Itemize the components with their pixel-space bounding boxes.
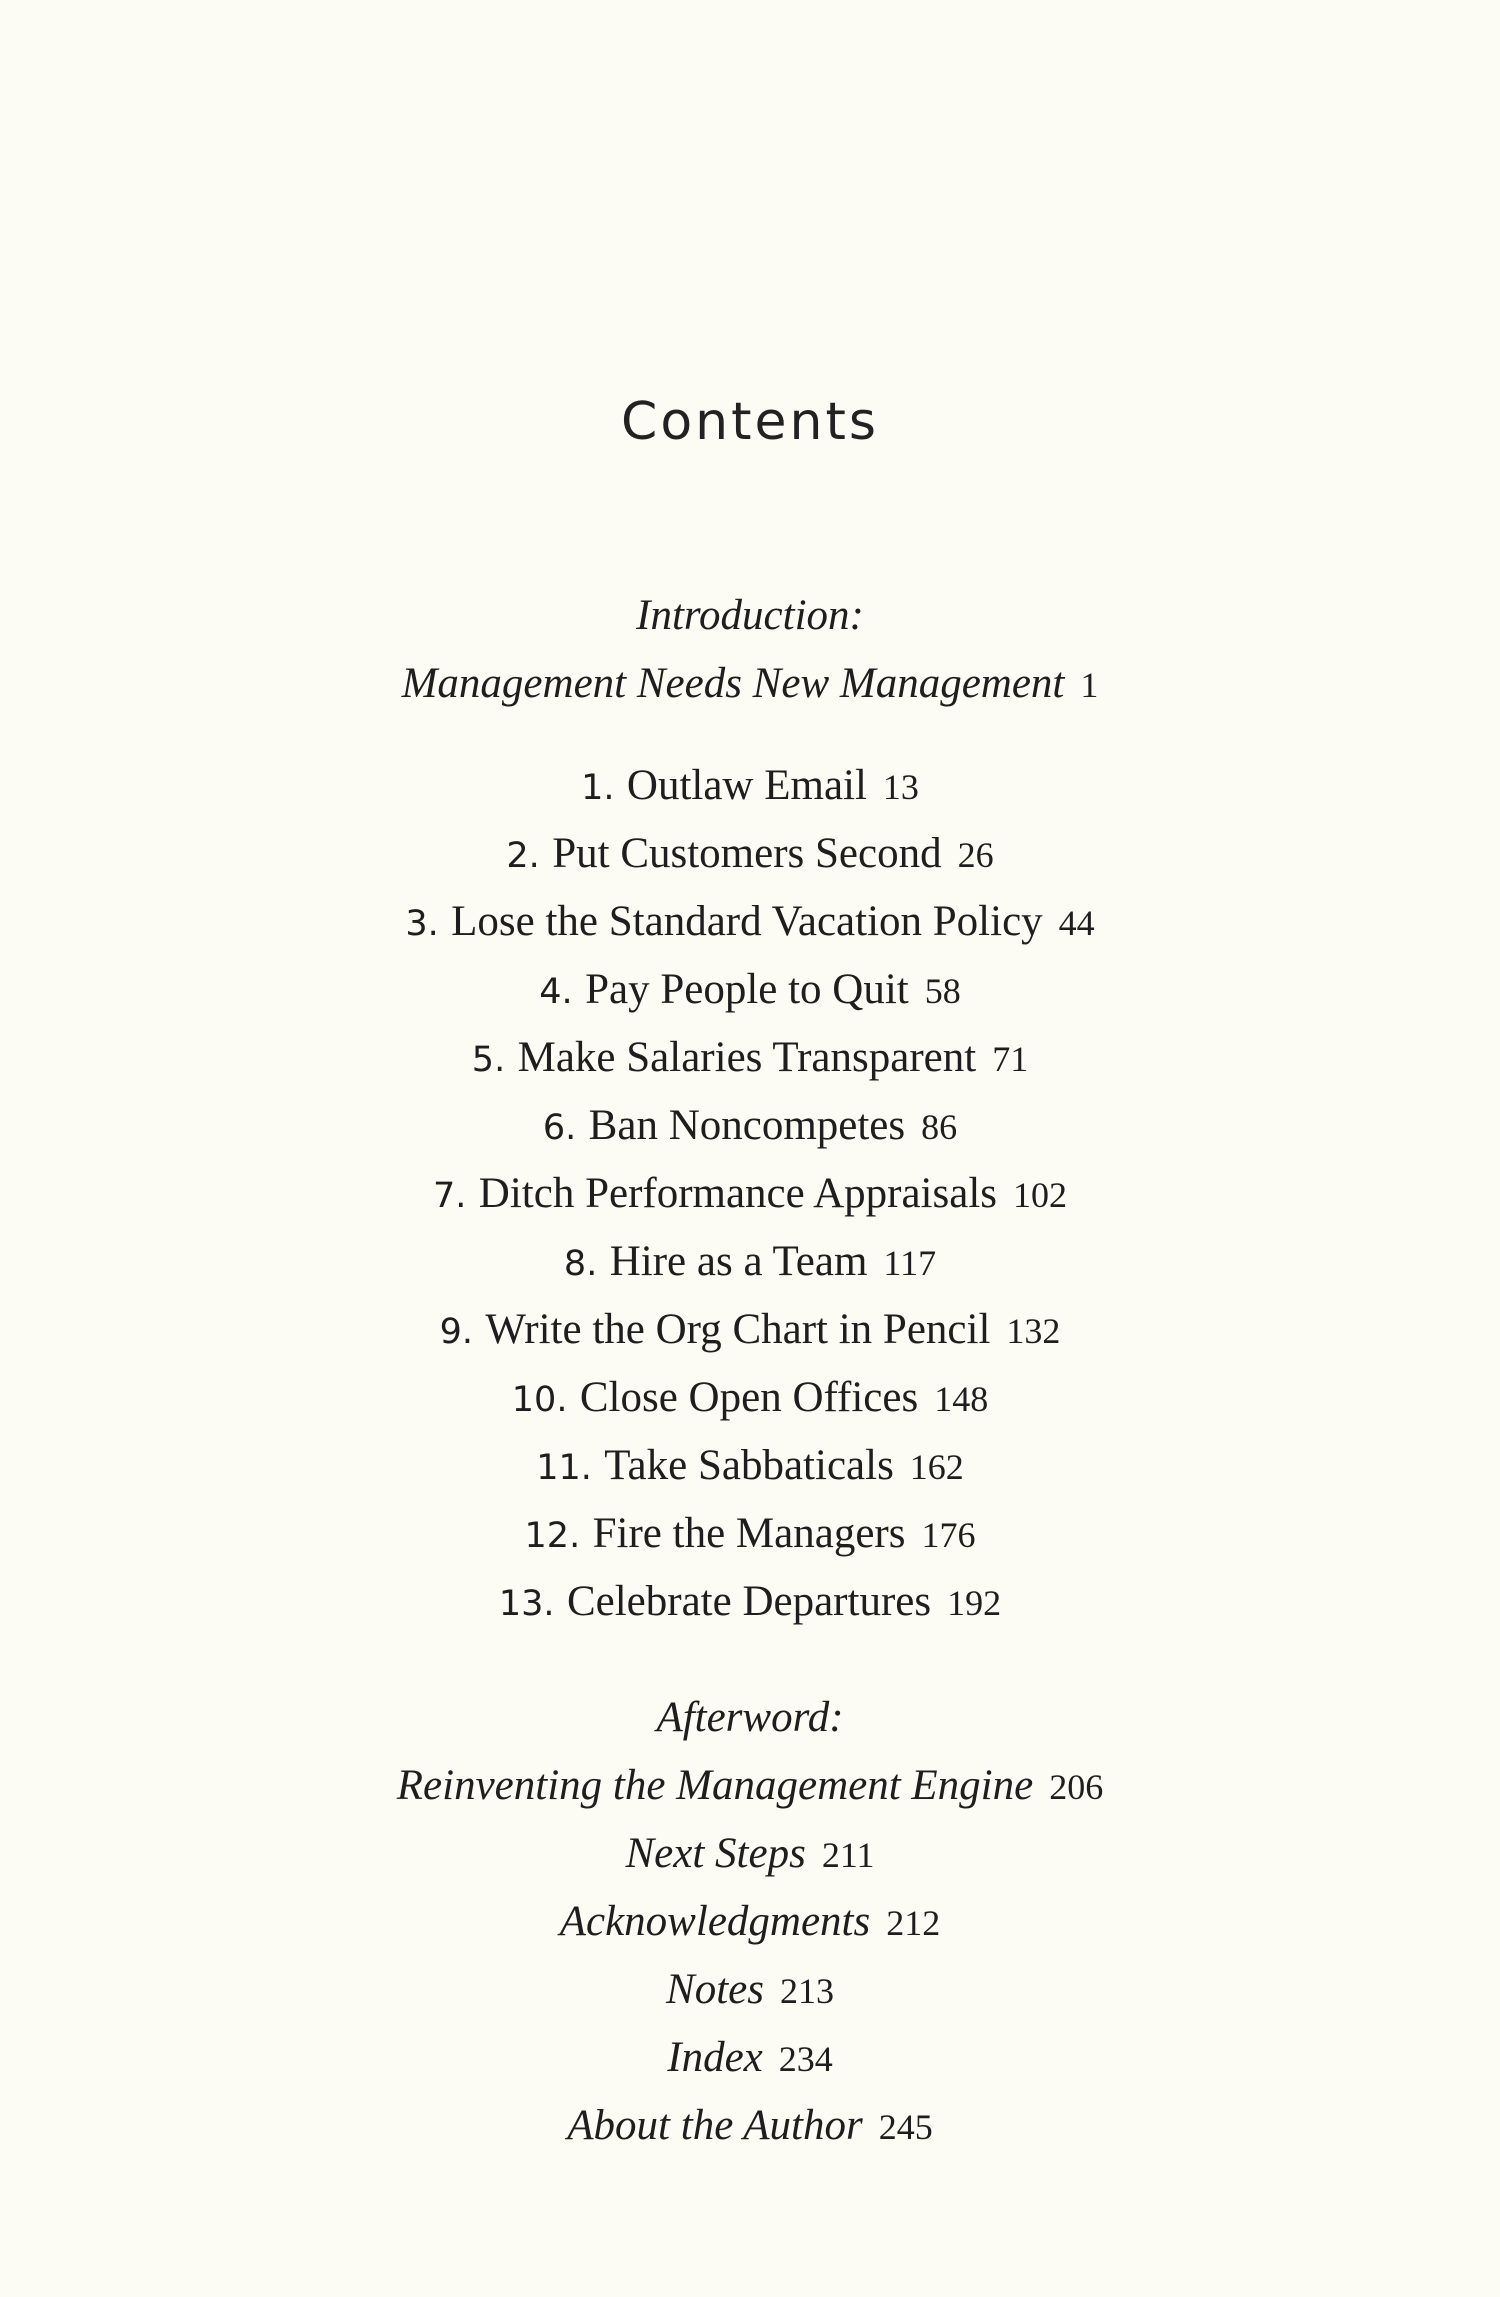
chapter-title: Hire as a Team — [609, 1238, 868, 1285]
page-title: Contents — [621, 392, 879, 452]
chapter-page: 148 — [934, 1379, 989, 1419]
chapter-page: 71 — [992, 1039, 1029, 1079]
toc-afterword — [0, 1752, 1500, 1820]
chapter-page: 58 — [924, 971, 961, 1011]
back-matter-title: Next Steps — [625, 1830, 806, 1877]
chapter-number: 10. — [511, 1380, 568, 1420]
toc-chapter — [0, 820, 1500, 888]
toc-introduction — [0, 650, 1500, 718]
back-matter-page: 212 — [886, 1903, 941, 1943]
toc-back-matter — [0, 2024, 1500, 2092]
chapter-title: Close Open Offices — [579, 1374, 919, 1421]
chapter-title: Put Customers Second — [552, 830, 942, 877]
introduction-title: Management Needs New Management — [401, 660, 1065, 707]
introduction-label: Introduction: — [636, 592, 864, 639]
toc-back-matter — [0, 1820, 1500, 1888]
back-matter-title: Index — [667, 2034, 763, 2081]
toc-back-matter — [0, 2092, 1500, 2160]
toc-introduction-label — [0, 582, 1500, 650]
toc-chapter — [0, 752, 1500, 820]
back-matter-page: 211 — [821, 1835, 875, 1875]
afterword-label: Afterword: — [656, 1694, 844, 1741]
chapter-page: 176 — [921, 1515, 976, 1555]
chapter-title: Fire the Managers — [592, 1510, 906, 1557]
toc-chapter — [0, 1568, 1500, 1636]
back-matter-title: Notes — [666, 1966, 764, 2013]
toc-chapter — [0, 956, 1500, 1024]
chapter-page: 86 — [921, 1107, 958, 1147]
chapter-number: 1. — [581, 768, 615, 808]
chapter-page: 102 — [1013, 1175, 1068, 1215]
introduction-page: 1 — [1080, 665, 1099, 705]
toc-chapter — [0, 1364, 1500, 1432]
chapter-title: Take Sabbaticals — [604, 1442, 894, 1489]
afterword-title: Reinventing the Management Engine — [396, 1762, 1034, 1809]
chapter-title: Write the Org Chart in Pencil — [485, 1306, 991, 1353]
chapter-title: Lose the Standard Vacation Policy — [451, 898, 1043, 945]
chapter-number: 11. — [536, 1448, 592, 1488]
chapter-number: 4. — [539, 972, 573, 1012]
chapter-title: Pay People to Quit — [585, 966, 909, 1013]
chapter-page: 26 — [957, 835, 994, 875]
chapter-title: Celebrate Departures — [566, 1578, 932, 1625]
chapter-number: 8. — [563, 1244, 598, 1284]
toc-back-matter — [0, 1956, 1500, 2024]
chapter-title: Outlaw Email — [626, 762, 867, 809]
chapter-page: 192 — [947, 1583, 1002, 1623]
chapter-title: Make Salaries Transparent — [517, 1034, 977, 1081]
back-matter-page: 213 — [779, 1971, 834, 2011]
toc-chapter — [0, 1500, 1500, 1568]
chapter-page: 132 — [1006, 1311, 1061, 1351]
chapter-page: 44 — [1058, 903, 1095, 943]
toc-chapter — [0, 888, 1500, 956]
toc-afterword-label — [0, 1684, 1500, 1752]
toc-chapter — [0, 1160, 1500, 1228]
chapter-number: 7. — [432, 1176, 467, 1216]
toc-chapter — [0, 1092, 1500, 1160]
chapter-number: 3. — [405, 904, 439, 944]
chapter-number: 6. — [542, 1108, 577, 1148]
back-matter-title: About the Author — [567, 2102, 863, 2149]
back-matter-page: 245 — [878, 2107, 933, 2147]
chapter-page: 117 — [883, 1243, 937, 1283]
back-matter-title: Acknowledgments — [559, 1898, 871, 1945]
toc-chapter — [0, 1024, 1500, 1092]
chapter-number: 12. — [524, 1516, 581, 1556]
afterword-page: 206 — [1049, 1767, 1104, 1807]
chapter-page: 162 — [909, 1447, 964, 1487]
back-matter-page: 234 — [778, 2039, 833, 2079]
toc-chapter — [0, 1296, 1500, 1364]
chapter-title: Ditch Performance Appraisals — [478, 1170, 998, 1217]
chapter-number: 9. — [439, 1312, 473, 1352]
table-of-contents — [0, 582, 1500, 2160]
chapter-number: 13. — [498, 1584, 555, 1624]
toc-back-matter — [0, 1888, 1500, 1956]
chapter-number: 5. — [471, 1040, 506, 1080]
toc-chapter — [0, 1228, 1500, 1296]
chapter-title: Ban Noncompetes — [588, 1102, 906, 1149]
chapter-page: 13 — [882, 767, 919, 807]
toc-chapter — [0, 1432, 1500, 1500]
chapter-number: 2. — [506, 836, 540, 876]
